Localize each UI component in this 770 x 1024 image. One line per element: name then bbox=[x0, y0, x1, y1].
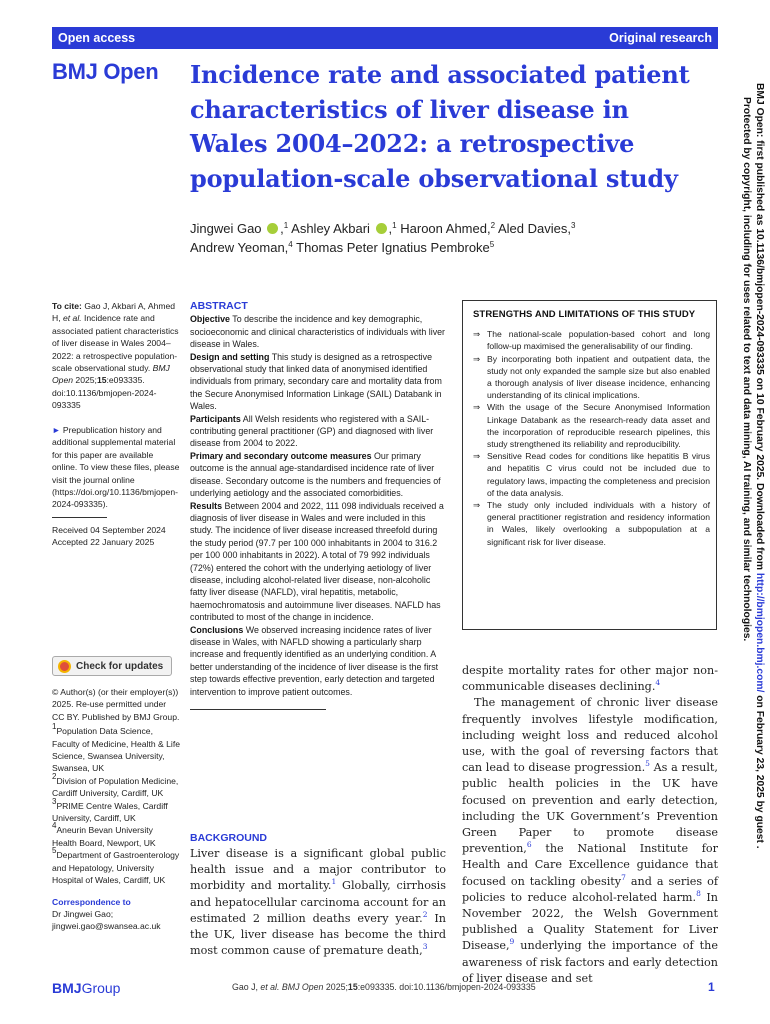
side-notice-line-2: Protected by copyright, including for uses related to text and data mining, AI training, and similar technologies. bbox=[741, 97, 752, 642]
affiliation-sup: 4 bbox=[288, 240, 293, 249]
strengths-list bbox=[473, 328, 710, 548]
citation-block bbox=[52, 300, 180, 412]
abstract-outcomes: Primary and secondary outcome measures Our primary outcome is the annual age-standardised incidence rate of liver disease. Secondary outcome is the numbers and frequencies of underlying aetiology and the associated comorbidities. bbox=[190, 450, 441, 499]
page-number: 1 bbox=[708, 980, 715, 994]
abstract-conclusions: Conclusions We observed increasing incidence rates of liver disease in Wales, with NAFLD showing a particularly sharp increase and frequently identified as an underlying condition. A better understanding of the incidence of liver disease is the first step towards effective prevention, early detection and targeted intervention to improve patient outcomes. bbox=[190, 624, 439, 697]
list-item: ⇒ The study only included individuals with a history of general practitioner registration and residency information in Wales, likely overlooking a subpopulation at a significant risk for liver disease. bbox=[473, 500, 710, 547]
cite-journal: BMJ Open bbox=[52, 363, 170, 386]
abstract-results: Results Between 2004 and 2022, 111 098 individuals received a diagnosis of liver disease in Wales and were included in this study. The incidence of liver disease increased threefold during the study period (97.7 per 100 000 inhabitants in 2004 to 316.2 per 100 000 inhabitants in 2022). A total of 79 992 individuals (72%) entered the cohort with the underlying aetiology of liver disease, including alcohol-related liver disease, non-alcoholic fatty liver disease (NAFLD), viral hepatitis, metabolic, haemochromatosis and autoimmune liver diseases. NAFLD has contributed to most of the change in incidence. bbox=[190, 500, 444, 623]
arrow-icon: ⇒ bbox=[473, 353, 481, 364]
divider bbox=[190, 709, 326, 710]
arrow-icon: ⇒ bbox=[473, 500, 481, 511]
journal-link[interactable]: http://bmjopen.bmj.com/ bbox=[754, 572, 765, 693]
affiliation: $^4$Aneurin Bevan University Health Board, Newport, UK bbox=[52, 821, 156, 848]
abstract-heading: ABSTRACT bbox=[190, 300, 248, 312]
abstract bbox=[190, 300, 446, 710]
cite-label: To cite: bbox=[52, 301, 82, 311]
correspondence bbox=[52, 896, 180, 933]
box-heading: STRENGTHS AND LIMITATIONS OF THIS STUDY bbox=[473, 309, 696, 320]
affiliation-sup: 1 bbox=[392, 221, 397, 230]
received-date: Received 04 September 2024 bbox=[52, 524, 166, 535]
author-name[interactable]: Thomas Peter Ignatius Pembroke bbox=[296, 240, 490, 255]
abstract-participants: Participants All Welsh residents who registered with a SAIL-contributing general practitioner (GP) and diagnosed with liver disease from 2004 to 2022. bbox=[190, 413, 434, 449]
body-right-column bbox=[462, 663, 718, 987]
abstract-design: Design and setting This study is designed as a retrospective observational study that linked data of anonymised identified individuals from primary, secondary care and mortality data from the Secure Anonymised Information Linkage (SAIL) Databank in Wales. bbox=[190, 351, 442, 412]
background-section bbox=[190, 832, 446, 959]
reference-link[interactable]: 1 bbox=[331, 877, 337, 887]
affiliation: $^1$Population Data Science, Faculty of Medicine, Health & Life Science, Swansea University, Swansea, UK bbox=[52, 722, 181, 774]
correspondence-label: Correspondence to bbox=[52, 896, 131, 907]
body-paragraph: Liver disease is a significant global public health issue and a major contributor to morbidity and mortality.$^1$ Globally, cirrhosis and hepatocellular carcinoma account for an estimated 2 million deaths every year.$^2$ In the UK, liver disease has become the third most common cause of premature death,$^3$ bbox=[190, 847, 446, 958]
copyright-text: © Author(s) (or their employer(s)) 2025. Re-use permitted under CC BY. Published by BMJ Group. bbox=[52, 687, 180, 722]
author-name[interactable]: Ashley Akbari bbox=[291, 221, 370, 236]
side-notice-line-1: BMJ Open: first published as 10.1136/bmjopen-2024-093335 on 10 February 2025. Downloaded from http://bmjopen.bmj.com/ on February 23, 2025 by guest . bbox=[754, 83, 765, 849]
correspondence-name: Dr Jingwei Gao; bbox=[52, 908, 114, 919]
affiliation: $^5$Department of Gastroenterology and Hepatology, University Hospital of Wales, Cardiff, UK bbox=[52, 846, 180, 886]
crossmark-icon bbox=[58, 660, 71, 673]
affiliation: $^3$PRIME Centre Wales, Cardiff University, Cardiff, UK bbox=[52, 796, 168, 824]
body-paragraph: despite mortality rates for other major non-communicable diseases declining.$^4$ bbox=[462, 664, 718, 694]
cite-volume: 15 bbox=[96, 375, 107, 386]
author-name[interactable]: Andrew Yeoman, bbox=[190, 240, 289, 255]
cite-text: Gao J, Akbari A, Ahmed H, bbox=[52, 301, 176, 324]
orcid-icon[interactable] bbox=[267, 223, 278, 234]
top-banner bbox=[52, 27, 718, 49]
list-item: ⇒ The national-scale population-based cohort and long follow-up maximised the generalisability of our finding. bbox=[473, 329, 710, 352]
check-for-updates-button[interactable] bbox=[52, 656, 172, 676]
footer-citation: Gao J, et al. BMJ Open 2025;15:e093335. doi:10.1136/bmjopen-2024-093335 bbox=[232, 982, 536, 992]
accepted-date: Accepted 22 January 2025 bbox=[52, 537, 155, 548]
prepub-text[interactable]: Prepublication history and additional supplemental material for this paper are available online. To view these files, please visit the journal online (https://doi.org/10.1136/bmjopen-2024-093335). bbox=[52, 425, 180, 510]
open-access-label: Open access bbox=[58, 31, 136, 45]
divider bbox=[52, 517, 107, 518]
author-line-2 bbox=[190, 238, 710, 257]
cite-etal: et al. bbox=[62, 313, 82, 324]
author-name[interactable]: Jingwei Gao bbox=[190, 221, 262, 236]
reference-link[interactable]: 8 bbox=[696, 888, 701, 898]
strengths-limitations-box bbox=[462, 300, 717, 630]
reference-link[interactable]: 6 bbox=[526, 840, 532, 850]
correspondence-email[interactable]: jingwei.gao@swansea.ac.uk bbox=[52, 921, 161, 932]
orcid-icon[interactable] bbox=[376, 223, 387, 234]
cite-doi[interactable]: :e093335. doi:10.1136/bmjopen-2024-093335 bbox=[52, 375, 157, 411]
list-item: ⇒ With the usage of the Secure Anonymised Information Linkage Databank as the research-ready data asset and the incorporation of reproducible research pipelines, this study strengthened its reliability and reproducibility. bbox=[473, 402, 710, 450]
reference-link[interactable]: 4 bbox=[655, 678, 661, 688]
affiliation-sup: 2 bbox=[490, 221, 496, 230]
affiliation: $^2$Division of Population Medicine, Cardiff University, Cardiff, UK bbox=[52, 771, 179, 799]
abstract-objective: Objective To describe the incidence and key demographic, socioeconomic and clinical characteristics of individuals with liver disease in Wales. bbox=[190, 314, 446, 350]
author-name[interactable]: Haroon Ahmed, bbox=[400, 221, 491, 236]
side-copyright-notice bbox=[740, 83, 766, 983]
article-type-label: Original research bbox=[609, 31, 712, 45]
arrow-icon: ⇒ bbox=[473, 451, 481, 462]
article-title: Incidence rate and associated patient characteristics of liver disease in Wales 2004–2022: a retrospective population-scale observational study bbox=[190, 60, 690, 193]
author-list bbox=[190, 219, 710, 257]
author-name[interactable]: Aled Davies, bbox=[497, 221, 571, 236]
cite-text: 2025; bbox=[75, 375, 97, 386]
affiliation-sup: 1 bbox=[283, 221, 289, 230]
cite-text: Incidence rate and associated patient characteristics of liver disease in Wales 2004–2022: a retrospective population-scale observational study. bbox=[52, 313, 179, 374]
affiliation-sup: 5 bbox=[489, 240, 495, 249]
arrow-icon: ⇒ bbox=[473, 402, 481, 413]
affiliation-sup: 3 bbox=[570, 221, 576, 230]
copyright-and-affiliations bbox=[52, 686, 180, 933]
reference-link[interactable]: 9 bbox=[509, 937, 515, 947]
reference-link[interactable]: 5 bbox=[645, 759, 650, 769]
author-line-1: Jingwei Gao ,$^1$ Ashley Akbari ,$^1$ Haroon Ahmed,$^2$ Aled Davies,$^3$ bbox=[190, 221, 576, 236]
reference-link[interactable]: 7 bbox=[621, 872, 626, 882]
reference-link[interactable]: 3 bbox=[422, 942, 428, 952]
prepub-note bbox=[52, 424, 180, 549]
triangle-bullet-icon: ► bbox=[52, 425, 61, 435]
check-updates-label: Check for updates bbox=[76, 660, 164, 672]
reference-link[interactable]: 2 bbox=[422, 909, 428, 919]
list-item: ⇒ Sensitive Read codes for conditions like hepatitis B virus and hepatitis C virus could not be included due to regulatory laws, impacting the completeness and precision of the data analysis. bbox=[473, 451, 710, 498]
section-heading: BACKGROUND bbox=[190, 832, 267, 844]
list-item: ⇒ By incorporating both inpatient and outpatient data, the study not only expanded the sample size but also enabled a thorough analysis of liver disease incidence, enhancing understanding of its clinical implications. bbox=[473, 353, 710, 401]
bmj-group-logo: BMJGroup bbox=[52, 980, 121, 996]
arrow-icon: ⇒ bbox=[473, 329, 481, 340]
journal-logo: BMJ Open bbox=[52, 59, 159, 84]
body-paragraph: The management of chronic liver disease frequently involves lifestyle modification, including weight loss and reduced alcohol use, with the goal of reversing factors that can lead to disease progression.$^5$ As a result, public health policies in the UK have focused on prevention and early detection, including the UK Government’s Prevention Green Paper to promote disease prevention,$^6$ the National Institute for Health and Care Excellence guidance that focused on tackling obesity$^7$ and a series of policies to reduce alcohol-related harm.$^8$ In November 2022, the Welsh Government published a Quality Statement for Liver Disease,$^9$ underlying the importance of the awareness of risk factors and early detection of liver disease and set bbox=[462, 696, 719, 985]
